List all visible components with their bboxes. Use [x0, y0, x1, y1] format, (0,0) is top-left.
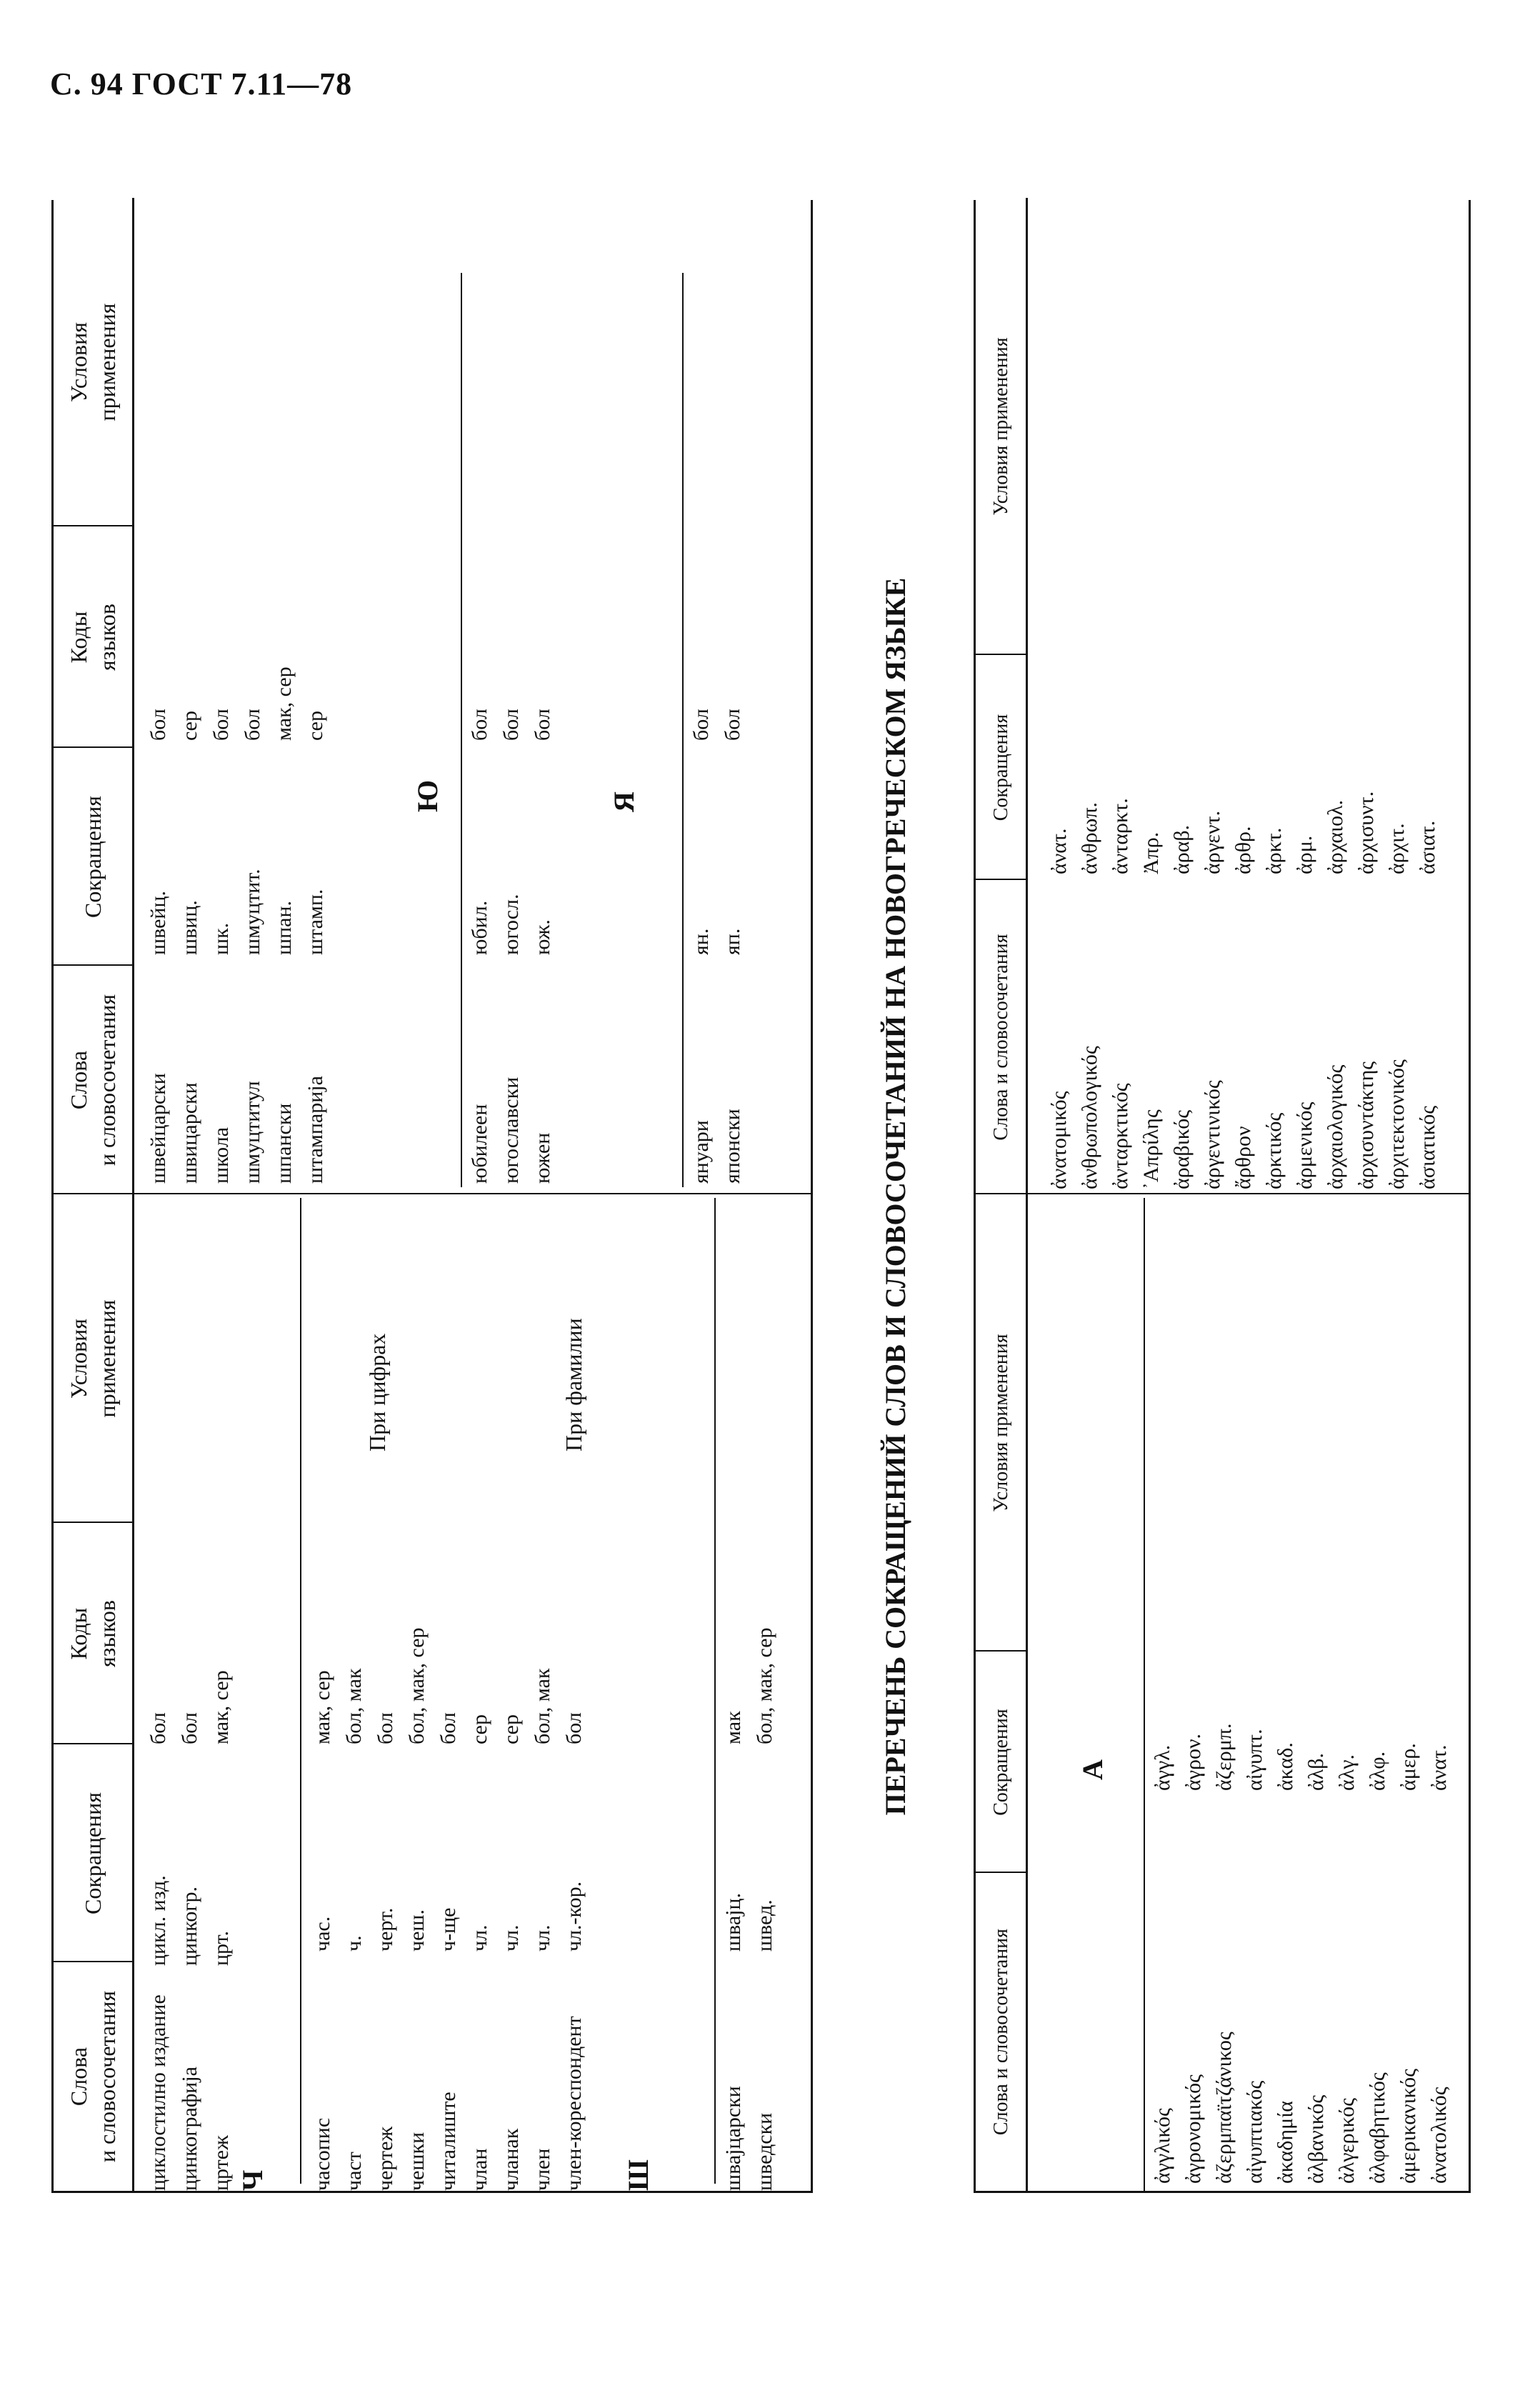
section-title: ПЕРЕЧЕНЬ СОКРАЩЕНИЙ СЛОВ И СЛОВОСОЧЕТАНИЙ НА НОВОГРЕЧЕСКОМ ЯЗЫКЕ — [879, 577, 911, 1816]
words-column: швейцарски швицарски школа шмуцтитул шпански штампарија — [146, 1073, 327, 1184]
codes-column: бол сер бол бол мак, сер сер — [146, 666, 327, 741]
greek-words-column: ἀγγλικός ἀγρονομικός ἀζερμπαϊτζάνικος αἰγυπτιακός ἀκαδημία ἀλβανικός ἀλγερικός ἀλφαβητικός ἀμερικανικός ἀνατολικός — [1151, 2032, 1451, 2184]
abbr-column: юбил. югосл. юж. — [468, 894, 554, 955]
codes-column: мак бол, мак, сер — [721, 1627, 776, 1744]
section-letter-ch: Ч — [236, 2169, 269, 2191]
note-digits: При цифрах — [364, 1333, 390, 1452]
words-column: януари японски — [689, 1109, 744, 1184]
table-serbian-macedonian-bulgarian — [51, 200, 813, 2193]
header-conditions: Условия применения — [66, 1299, 120, 1418]
section-letter-yu: Ю — [411, 779, 444, 812]
greek-words-column: ἀνατομικός ἀνθρωπολογικός ἀνταρκτικός ᾽Απρίλης ἀραβικός ἀργεντινικός ἄρθρον ἀρκτικός ἀρμενικός ἀρχαιολογικός ἀρχισυντάκτης ἀρχιτεκτονικός ἀσιατικός — [1047, 1046, 1439, 1189]
note-surname: При фамилии — [561, 1318, 586, 1452]
section-letter-sh: Ш — [622, 2159, 654, 2191]
codes-column: мак, сер бол, мак бол бол, мак, сер бол сер сер бол, мак бол — [311, 1627, 586, 1744]
header-words: Слова и словосочетания — [66, 994, 120, 1166]
table-modern-greek — [974, 200, 1471, 2193]
abbr-column: ян. яп. — [689, 928, 744, 955]
header-codes: Коды языков — [66, 604, 120, 671]
codes-column: бол бол мак, сер — [146, 1670, 233, 1744]
abbr-column: цикл. изд. цинкогр. црт. — [146, 1875, 233, 1966]
group-separator — [461, 273, 462, 1187]
header-abbr: Сокращения — [989, 1709, 1012, 1816]
abbr-column: час. ч. черт. чеш. ч-ще чл. чл. чл. чл.-кор. — [311, 1881, 586, 1952]
abbr-column: швајц. швед. — [721, 1892, 776, 1952]
header-abbr: Сокращения — [80, 1792, 106, 1914]
header-words: Слова и словосочетания — [66, 1990, 120, 2163]
col-divider — [976, 1193, 1469, 1194]
codes-column: бол бол бол — [468, 709, 554, 741]
group-separator — [1144, 1198, 1145, 2191]
header-abbr: Сокращения — [80, 796, 106, 918]
header-conditions: Условия применения — [989, 337, 1012, 516]
greek-abbr-column: ἀνατ. ἀνθρωπ. ἀνταρκτ. Ἀπρ. ἀραβ. ἀργεντ. ἀρθρ. ἀρκτ. ἀρμ. ἀρχαιολ. ἀρχισυντ. ἀρχιτ. ἀσιατ. — [1047, 791, 1439, 874]
col-divider — [54, 1193, 811, 1194]
header-words: Слова и словосочетания — [989, 1928, 1012, 2136]
header-abbr: Сокращения — [989, 714, 1012, 821]
greek-abbr-column: ἀγγλ. ἀγρον. ἀζερμπ. αἰγυπτ. ἀκαδ. ἀλβ. ἀλγ. ἀλφ. ἀμερ. ἀνατ. — [1151, 1723, 1451, 1791]
words-column: юбилеен югославски южен — [468, 1076, 554, 1184]
codes-column: бол бол — [689, 709, 744, 741]
header-divider — [132, 198, 134, 2191]
page-header: С. 94 ГОСТ 7.11—78 — [50, 66, 353, 101]
words-column: часопис част чертеж чешки читалиште члан чланак член член-кореспондент — [311, 2016, 586, 2191]
abbr-column: швейц. швиц. шк. шмуцтит. шпан. штамп. — [146, 869, 327, 955]
header-divider — [1026, 198, 1028, 2191]
section-letter-ya: Я — [608, 791, 640, 812]
header-words: Слова и словосочетания — [989, 934, 1012, 1141]
words-column: циклостилно издание цинкографија цртеж — [146, 1994, 233, 2191]
words-column: швајцарски шведски — [721, 2086, 776, 2191]
header-codes: Коды языков — [66, 1600, 120, 1667]
section-letter-a: А — [1076, 1759, 1109, 1780]
header-conditions: Условия применения — [66, 303, 120, 421]
group-separator — [682, 273, 684, 1187]
group-separator — [714, 1198, 716, 2184]
group-separator — [300, 1198, 301, 2184]
header-conditions: Условия применения — [989, 1334, 1012, 1512]
